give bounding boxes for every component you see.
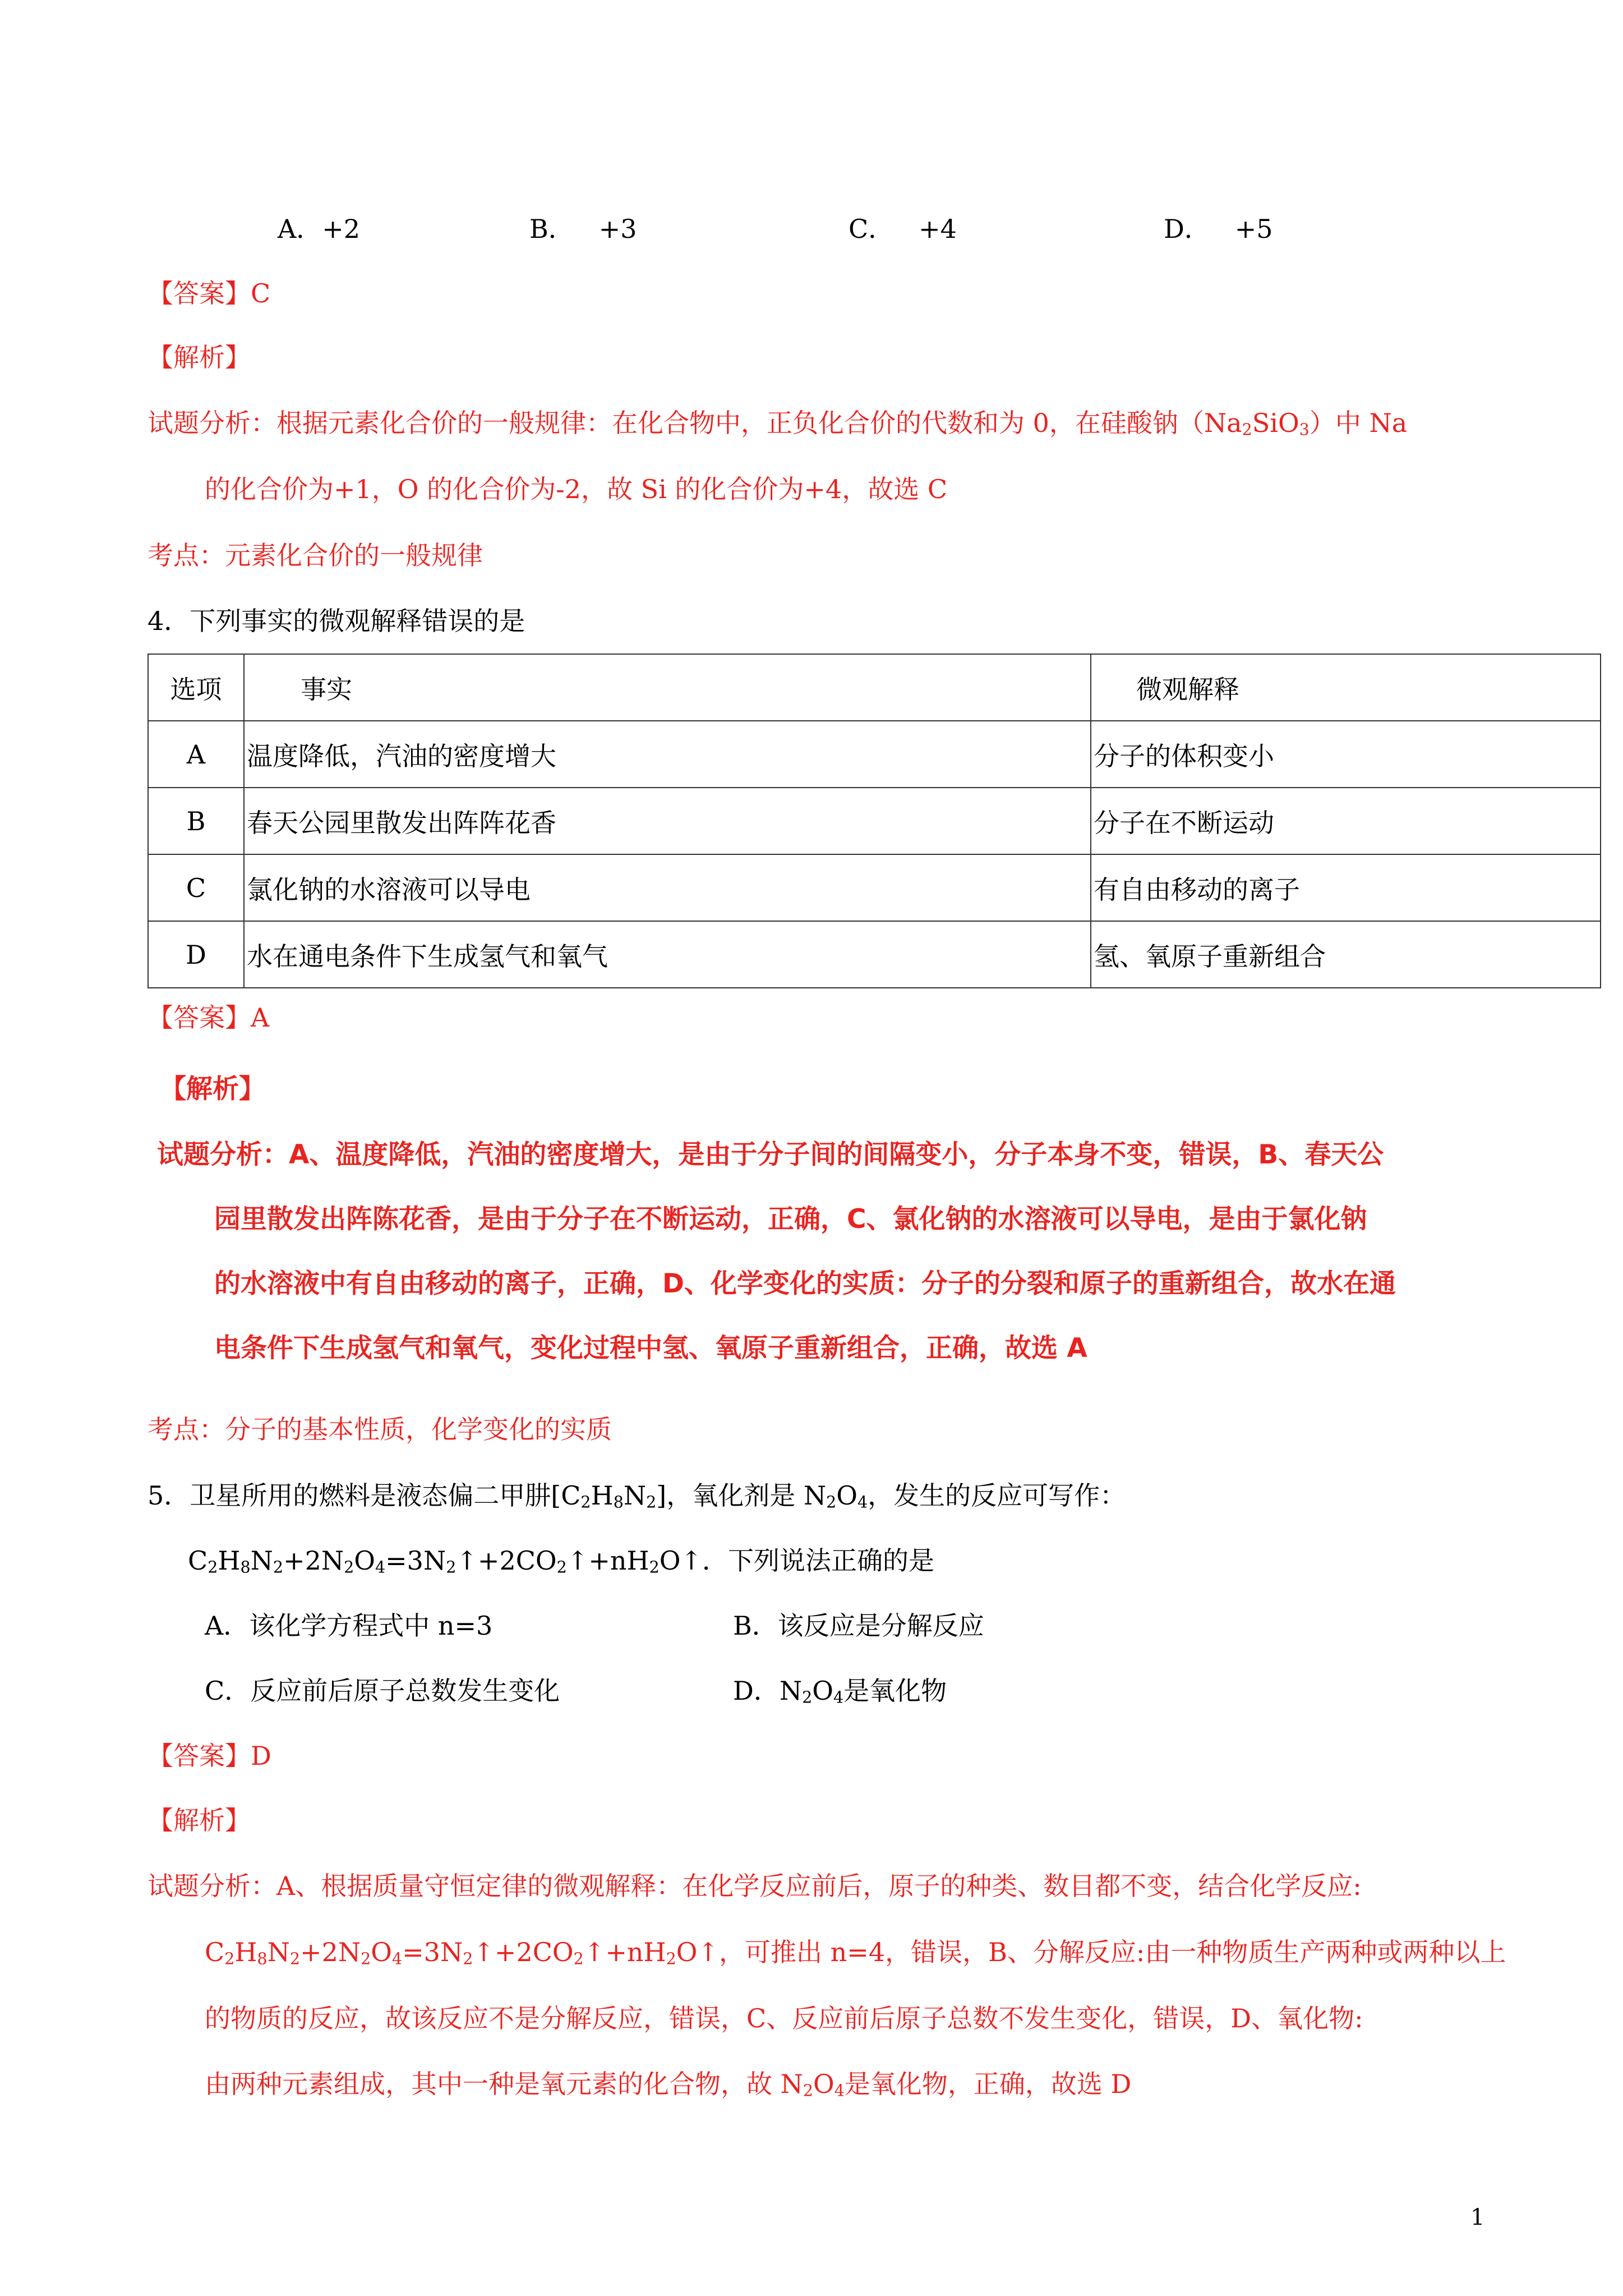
q3-analysis-label: 【解析】: [147, 342, 251, 372]
q5-answer: 【答案】D: [147, 1741, 271, 1771]
q4-analysis-line2: 园里散发出阵陈花香，是由于分子在不断运动，正确，C、氯化钠的水溶液可以导电，是由于氯化钠: [214, 1204, 1367, 1235]
table-cell: D: [148, 921, 244, 988]
q4-stem: 4．下列事实的微观解释错误的是: [147, 606, 525, 636]
q4-analysis-line4: 电条件下生成氢气和氧气，变化过程中氢、氧原子重新组合，正确，故选 A: [214, 1333, 1087, 1364]
table-cell: 氢、氧原子重新组合: [1091, 921, 1601, 988]
q5-analysis-line1: 试题分析：A、根据质量守恒定律的微观解释：在化学反应前后，原子的种类、数目都不变，结合化学反应:: [147, 1871, 1362, 1901]
q4-analysis-line3: 的水溶液中有自由移动的离子，正确，D、化学变化的实质：分子的分裂和原子的重新组合，故水在通: [214, 1268, 1396, 1299]
q3-answer: 【答案】C: [147, 278, 271, 309]
table-cell: 春天公园里散发出阵阵花香: [244, 788, 1091, 854]
table-cell: B: [148, 788, 244, 854]
table-row: [148, 721, 1601, 788]
q3-analysis-line1: 试题分析：根据元素化合价的一般规律：在化合物中，正负化合价的代数和为 0，在硅酸钠$(Na_2SiO_3)$中 Na: [147, 408, 1408, 439]
table-header-cell: 选项: [148, 654, 244, 721]
q5-analysis-label: 【解析】: [147, 1805, 251, 1835]
q5-analysis-line2: $C_2H_8N_2+2N_2O_4=3N_2↑+2CO_2↑+nH_2O↑$，可推出 n=4，错误，B、分解反应:由一种物质生产两种或两种以上: [205, 1937, 1506, 1968]
table-cell: 有自由移动的离子: [1091, 854, 1601, 921]
q3-option-c: C． +4: [849, 214, 957, 244]
q3-option-a: A．+2: [278, 214, 361, 244]
q5-analysis-line4: 由两种元素组成，其中一种是氧元素的化合物，故 $N_2O_4$是氧化物，正确，故选 D: [205, 2069, 1132, 2100]
q4-kaodian: 考点：分子的基本性质，化学变化的实质: [147, 1414, 612, 1444]
table-header-cell: 事实: [244, 654, 1091, 721]
q5-option-b: B．该反应是分解反应: [733, 1611, 984, 1641]
table-row: [148, 854, 1601, 921]
table-header-cell: 微观解释: [1091, 654, 1601, 721]
q3-analysis-line2: 的化合价为+1，O 的化合价为-2，故 Si 的化合价为+4，故选 C: [205, 474, 948, 504]
table-header-row: [148, 654, 1601, 721]
q5-option-d: D．$N_2O_4$是氧化物: [733, 1676, 947, 1707]
q5-stem: 5．卫星所用的燃料是液态偏二甲肼$[C_2H_8N_2]$，氧化剂是 $N_2O_4$，发生的反应可写作：: [147, 1480, 1126, 1512]
table-cell: C: [148, 854, 244, 921]
q5-option-a: A．该化学方程式中 n=3: [205, 1611, 493, 1641]
table-cell: 分子在不断运动: [1091, 788, 1601, 854]
table-cell: 分子的体积变小: [1091, 721, 1601, 788]
table-row: [148, 921, 1601, 988]
q3-option-b: B． +3: [529, 214, 637, 244]
q3-option-d: D． +5: [1164, 214, 1273, 244]
q3-kaodian: 考点：元素化合价的一般规律: [147, 540, 483, 570]
table-cell: 水在通电条件下生成氢气和氧气: [244, 921, 1091, 988]
page-number: 1: [1470, 2205, 1485, 2230]
q4-analysis-line1: 试题分析：A、温度降低，汽油的密度增大，是由于分子间的间隔变小，分子本身不变，错误，B、春天公: [157, 1139, 1384, 1170]
table-cell: A: [148, 721, 244, 788]
q5-analysis-line3: 的物质的反应，故该反应不是分解反应，错误，C、反应前后原子总数不发生变化，错误，D、氧化物:: [205, 2003, 1363, 2033]
q5-equation: $C_2H_8N_2+2N_2O_4=3N_2↑+2CO_2↑+nH_2O↑$．下列说法正确的是: [188, 1545, 935, 1577]
q4-facts-table: [147, 654, 1601, 988]
table-cell: 氯化钠的水溶液可以导电: [244, 854, 1091, 921]
q4-analysis-label: 【解析】: [160, 1074, 265, 1105]
q4-answer: 【答案】A: [147, 1002, 270, 1033]
q5-option-c: C．反应前后原子总数发生变化: [205, 1676, 560, 1706]
table-row: [148, 788, 1601, 854]
table-cell: 温度降低，汽油的密度增大: [244, 721, 1091, 788]
